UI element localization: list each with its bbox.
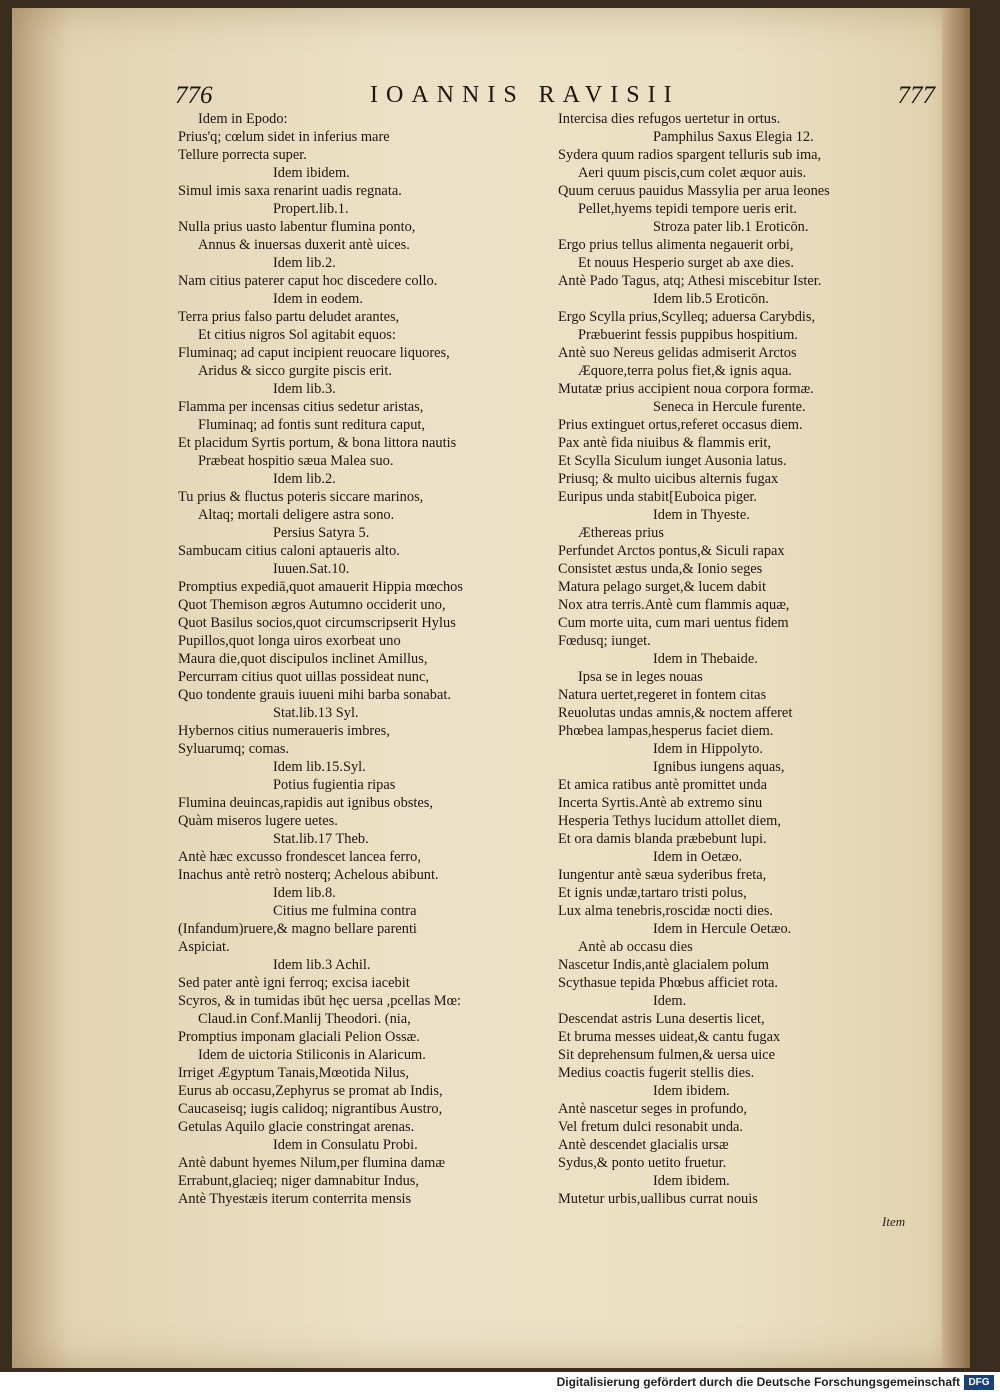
text-line: Præbuerint fessis puppibus hospitium. <box>578 327 798 343</box>
text-line: Antè Thyestæis iterum conterrita mensis <box>178 1191 412 1207</box>
digitization-footer <box>0 1372 1000 1394</box>
text-line: Idem in Hercule Oetæo. <box>653 921 792 937</box>
text-line: Æquore,terra polus fiet,& ignis aqua. <box>578 363 792 379</box>
text-line: Idem. <box>653 993 687 1009</box>
text-line: Nascetur Indis,antè glacialem polum <box>558 957 769 973</box>
text-line: Et ignis undæ,tartaro tristi polus, <box>558 885 747 901</box>
running-title: IOANNIS RAVISII <box>370 82 680 108</box>
text-line: Et bruma messes uideat,& cantu fugax <box>558 1029 781 1045</box>
text-line: Hybernos citius numeraueris imbres, <box>178 723 390 739</box>
text-line: Inachus antè retrò nosterq; Achelous abibunt. <box>178 867 439 883</box>
text-line: Medius coactis fugerit stellis dies. <box>558 1065 755 1081</box>
text-line: Vel fretum dulci resonabit unda. <box>558 1119 744 1135</box>
right-text-column <box>558 110 938 1208</box>
text-line: Et ora damis blanda præbebunt lupi. <box>558 831 767 847</box>
text-line: Idem in Hippolyto. <box>653 741 763 757</box>
text-line: Quo tondente grauis iuueni mihi barba sonabat. <box>178 687 451 703</box>
text-line: Mutatæ prius accipient noua corpora formæ. <box>558 381 814 397</box>
page-header <box>175 82 935 112</box>
text-line: Aridus & sicco gurgite piscis erit. <box>198 363 392 379</box>
text-line: Tellure porrecta super. <box>178 147 307 163</box>
text-line: Nam citius paterer caput hoc discedere collo. <box>178 273 438 289</box>
text-line: Aeri quum piscis,cum colet æquor auis. <box>578 165 807 181</box>
text-line: Et placidum Syrtis portum, & bona littora nautis <box>178 435 457 451</box>
text-line: Pupillos,quot longa uiros exorbeat uno <box>178 633 401 649</box>
text-line: Et citius nigros Sol agitabit equos: <box>198 327 396 343</box>
text-line: Nulla prius uasto labentur flumina ponto, <box>178 219 416 235</box>
text-line: Quàm miseros lugere uetes. <box>178 813 338 829</box>
text-line: Antè hæc excusso frondescet lancea ferro, <box>178 849 421 865</box>
text-line: Iuuen.Sat.10. <box>273 561 350 577</box>
text-line: Sambucam citius caloni aptaueris alto. <box>178 543 400 559</box>
text-line: Quum ceruus pauidus Massylia per arua leones <box>558 183 830 199</box>
text-line: Ignibus iungens aquas, <box>653 759 785 775</box>
text-line: Annus & inuersas duxerit antè uices. <box>198 237 410 253</box>
text-line: Nox atra terris.Antè cum flammis aquæ, <box>558 597 790 613</box>
text-line: Matura pelago surget,& lucem dabit <box>558 579 766 595</box>
text-line: Idem lib.3. <box>273 381 336 397</box>
text-line: Ipsa se in leges nouas <box>578 669 703 685</box>
text-line: Iungentur antè sæua syderibus freta, <box>558 867 767 883</box>
text-line: Aspiciat. <box>178 939 230 955</box>
text-line: Lux alma tenebris,roscidæ nocti dies. <box>558 903 774 919</box>
text-line: Idem in eodem. <box>273 291 363 307</box>
text-line: Errabunt,glacieq; niger damnabitur Indus, <box>178 1173 419 1189</box>
text-line: Perfundet Arctos pontus,& Siculi rapax <box>558 543 785 559</box>
text-line: Descendat astris Luna desertis licet, <box>558 1011 765 1027</box>
funding-credit: Digitalisierung gefördert durch die Deutsche Forschungsgemeinschaft <box>556 1375 960 1389</box>
text-line: Intercisa dies refugos uertetur in ortus. <box>558 111 781 127</box>
text-line: Quot Themison ægros Autumno occiderit uno, <box>178 597 446 613</box>
text-line: Ergo Scylla prius,Scylleq; aduersa Carybdis, <box>558 309 816 325</box>
text-line: Idem lib.2. <box>273 255 336 271</box>
text-line: Idem in Thyeste. <box>653 507 750 523</box>
text-line: Idem in Thebaide. <box>653 651 758 667</box>
text-line: Flumina deuincas,rapidis aut ignibus obstes, <box>178 795 434 811</box>
text-line: Natura uertet,regeret in fontem citas <box>558 687 767 703</box>
text-line: Euripus unda stabit[Euboica piger. <box>558 489 758 505</box>
text-line: Pellet,hyems tepidi tempore ueris erit. <box>578 201 798 217</box>
text-line: Caucaseisq; iugis calidoq; nigrantibus Austro, <box>178 1101 443 1117</box>
text-line: Eurus ab occasu,Zephyrus se promat ab Indis, <box>178 1083 443 1099</box>
text-line: Irriget Ægyptum Tanais,Mœotida Nilus, <box>178 1065 409 1081</box>
binding-edge <box>942 8 970 1368</box>
text-line: Incerta Syrtis.Antè ab extremo sinu <box>558 795 763 811</box>
page-number-right: 777 <box>897 82 935 109</box>
text-line: Scyros, & in tumidas ibūt hęc uersa ,pcellas Mœ: <box>178 993 461 1009</box>
text-line: Idem de uictoria Stiliconis in Alaricum. <box>198 1047 426 1063</box>
text-line: Fluminaq; ad fontis sunt reditura caput, <box>198 417 426 433</box>
text-line: Stat.lib.17 Theb. <box>273 831 369 847</box>
text-line: Potius fugientia ripas <box>273 777 396 793</box>
text-line: Antè ab occasu dies <box>578 939 693 955</box>
text-line: Citius me fulmina contra <box>273 903 417 919</box>
text-line: Simul imis saxa renarint uadis regnata. <box>178 183 402 199</box>
text-line: Altaq; mortali deligere astra sono. <box>198 507 395 523</box>
text-line: Percurram citius quot uillas possideat nunc, <box>178 669 429 685</box>
text-line: Hesperia Tethys lucidum attollet diem, <box>558 813 781 829</box>
text-line: Sydera quum radios spargent telluris sub ima, <box>558 147 822 163</box>
text-line: Persius Satyra 5. <box>273 525 370 541</box>
text-line: Idem ibidem. <box>273 165 350 181</box>
text-line: Antè suo Nereus gelidas admiserit Arctos <box>558 345 797 361</box>
text-line: Flamma per incensas citius sedetur aristas, <box>178 399 424 415</box>
text-line: Fluminaq; ad caput incipient reuocare liquores, <box>178 345 450 361</box>
text-line: Sit deprehensum fulmen,& uersa uice <box>558 1047 775 1063</box>
text-line: Promptius imponam glaciali Pelion Ossæ. <box>178 1029 420 1045</box>
text-line: Tu prius & fluctus poteris siccare marinos, <box>178 489 424 505</box>
text-line: Idem ibidem. <box>653 1083 730 1099</box>
text-line: Pamphilus Saxus Elegia 12. <box>653 129 814 145</box>
text-line: Idem lib.8. <box>273 885 336 901</box>
text-line: Propert.lib.1. <box>273 201 349 217</box>
text-line: Et Scylla Siculum iunget Ausonia latus. <box>558 453 787 469</box>
text-line: Stroza pater lib.1 Eroticōn. <box>653 219 809 235</box>
text-line: Idem lib.3 Achil. <box>273 957 371 973</box>
text-line: Prius'q; cœlum sidet in inferius mare <box>178 129 390 145</box>
text-line: Idem lib.15.Syl. <box>273 759 366 775</box>
text-line: Prius extinguet ortus,referet occasus diem. <box>558 417 803 433</box>
text-line: Sed pater antè igni ferroq; excisa iacebit <box>178 975 410 991</box>
text-line: Pax antè fida niuibus & flammis erit, <box>558 435 772 451</box>
catchword: Item <box>882 1214 906 1229</box>
text-line: Sydus,& ponto uetito fruetur. <box>558 1155 727 1171</box>
text-line: Idem in Oetæo. <box>653 849 743 865</box>
text-line: Antè dabunt hyemes Nilum,per flumina damæ <box>178 1155 445 1171</box>
text-line: Claud.in Conf.Manlij Theodori. (nia, <box>198 1011 411 1027</box>
page-edge-shading <box>12 8 72 1368</box>
text-line: Et amica ratibus antè promittet unda <box>558 777 767 793</box>
text-line: Idem ibidem. <box>653 1173 730 1189</box>
text-line: Promptius expediā,quot amauerit Hippia mœchos <box>178 579 463 595</box>
text-line: Fœdusq; iunget. <box>558 633 651 649</box>
text-line: Idem in Epodo: <box>198 111 288 127</box>
text-line: Mutetur urbis,uallibus currat nouis <box>558 1191 758 1207</box>
dfg-logo: DFG <box>964 1375 994 1390</box>
text-line: Maura die,quot discipulos inclinet Amillus, <box>178 651 428 667</box>
text-line: Æthereas prius <box>578 525 664 541</box>
text-line: Antè nascetur seges in profundo, <box>558 1101 748 1117</box>
text-line: Ergo prius tellus alimenta negauerit orbi, <box>558 237 794 253</box>
text-line: Stat.lib.13 Syl. <box>273 705 359 721</box>
text-line: Scythasue tepida Phœbus afficiet rota. <box>558 975 778 991</box>
text-line: Quot Basilus socios,quot circumscripserit Hylus <box>178 615 456 631</box>
text-line: (Infandum)ruere,& magno bellare parenti <box>178 921 417 937</box>
text-line: Priusq; & multo uicibus alternis fugax <box>558 471 779 487</box>
text-line: Cum morte uita, cum mari uentus fidem <box>558 615 789 631</box>
text-line: Antè Pado Tagus, atq; Athesi miscebitur Ister. <box>558 273 822 289</box>
text-line: Et nouus Hesperio surget ab axe dies. <box>578 255 794 271</box>
text-line: Syluarumq; comas. <box>178 741 290 757</box>
left-text-column <box>178 110 550 1208</box>
text-line: Idem lib.5 Eroticōn. <box>653 291 769 307</box>
text-line: Getulas Aquilo glacie constringat arenas. <box>178 1119 415 1135</box>
text-line: Consistet æstus unda,& Ionio seges <box>558 561 763 577</box>
text-line: Antè descendet glacialis ursæ <box>558 1137 729 1153</box>
page-number-left: 776 <box>175 82 213 109</box>
text-line: Reuolutas undas amnis,& noctem afferet <box>558 705 793 721</box>
text-line: Terra prius falso partu deludet arantes, <box>178 309 400 325</box>
text-line: Seneca in Hercule furente. <box>653 399 806 415</box>
text-line: Idem in Consulatu Probi. <box>273 1137 418 1153</box>
text-line: Idem lib.2. <box>273 471 336 487</box>
text-line: Præbeat hospitio sæua Malea suo. <box>198 453 394 469</box>
text-line: Phœbea lampas,hesperus faciet diem. <box>558 723 774 739</box>
